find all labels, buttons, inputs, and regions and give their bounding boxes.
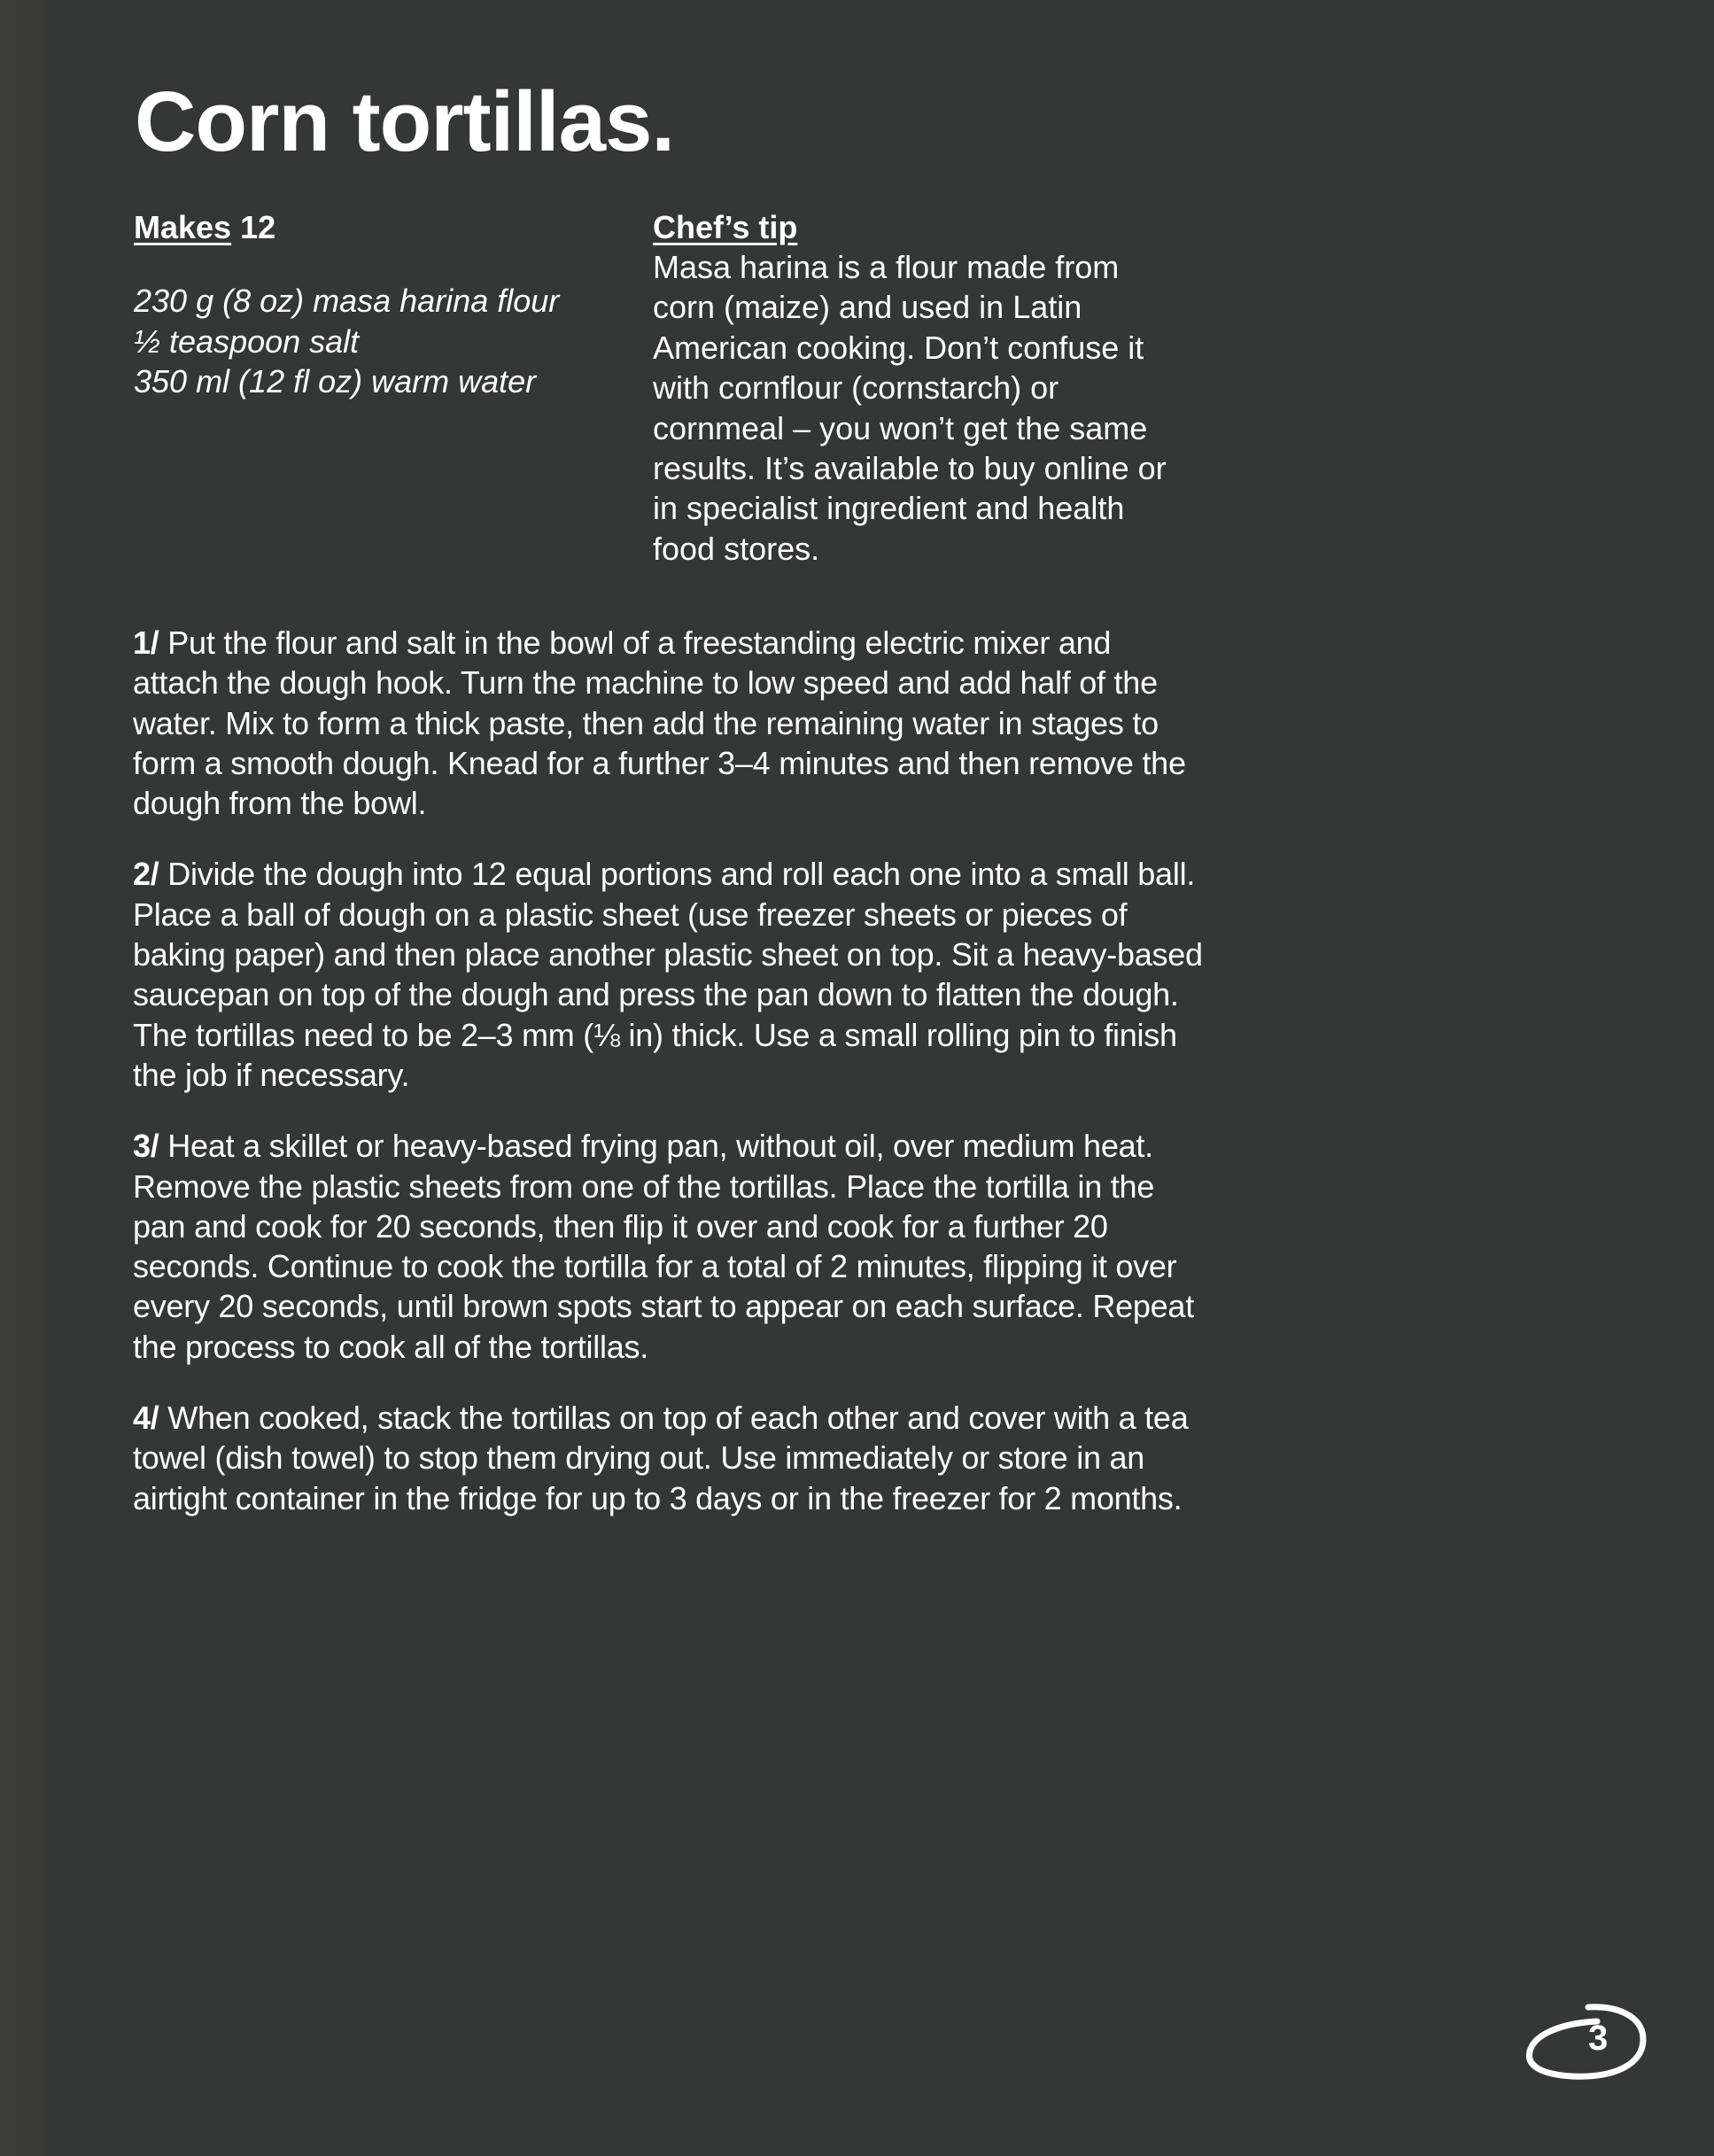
recipe-yield <box>134 207 275 247</box>
ingredient-item: 350 ml (12 fl oz) warm water <box>134 363 537 399</box>
ingredient-item: ½ teaspoon salt <box>134 322 360 360</box>
step-number: 2/ <box>133 856 159 893</box>
chefs-tip-heading: Chef’s tip <box>653 209 798 245</box>
method-step <box>133 1126 1205 1367</box>
method-step <box>133 854 1205 1095</box>
ingredient-item: 230 g (8 oz) masa harina flour <box>134 283 560 319</box>
step-text: When cooked, stack the tortillas on top of each other and cover with a tea towel (dish towel) to stop them drying out. Use immediately or store in an airtight container in the fridge for up to 3 days or in the freezer for 2 months. <box>133 1400 1189 1516</box>
method-steps <box>133 623 1205 1549</box>
chefs-tip <box>653 207 1220 569</box>
step-text: Heat a skillet or heavy-based frying pan, without oil, over medium heat. Remove the plastic sheets from one of the tortillas. Place the tortilla in the pan and cook for 20 seconds, then flip it over and cook for a further 20 seconds. Continue to cook the tortilla for a total of 2 minutes, flipping it over every 20 seconds, until brown spots start to appear on each surface. Repeat the process to cook all of the tortillas. <box>133 1128 1194 1365</box>
hand-drawn-circle-icon <box>1519 1997 1652 2090</box>
chefs-tip-body: Masa harina is a flour made from corn (maize) and used in Latin American cooking. Don’t confuse it with cornflour (cornstarch) or cornmeal – you won’t get the same results. It’s available to buy online or in specialist ingredient and health food stores. <box>653 249 1167 567</box>
method-step <box>133 623 1205 823</box>
page-number-badge <box>1519 1997 1652 2090</box>
yield-label: Makes <box>134 209 232 245</box>
step-number: 1/ <box>133 624 159 661</box>
ingredient-list <box>134 281 559 402</box>
step-text: Put the flour and salt in the bowl of a freestanding electric mixer and attach the dough hook. Turn the machine to low speed and add half of the water. Mix to form a thick paste, then add the remaining water in stages to form a smooth dough. Knead for a further 3–4 minutes and then remove the dough from the bowl. <box>133 624 1186 822</box>
page-spine-shadow <box>0 0 55 2156</box>
recipe-title: Corn tortillas. <box>135 74 675 169</box>
step-number: 3/ <box>133 1128 159 1165</box>
step-number: 4/ <box>133 1400 159 1437</box>
method-step <box>133 1398 1205 1518</box>
yield-value: 12 <box>240 209 276 245</box>
step-text: Divide the dough into 12 equal portions and roll each one into a small ball. Place a ball of dough on a plastic sheet (use freezer sheets or pieces of baking paper) and then place another plastic sheet on top. Sit a heavy-based saucepan on top of the dough and press the pan down to flatten the dough. The tortillas need to be 2–3 mm (⅛ in) thick. Use a small rolling pin to finish the job if necessary. <box>133 856 1203 1093</box>
page-number: 3 <box>1588 2019 1609 2058</box>
